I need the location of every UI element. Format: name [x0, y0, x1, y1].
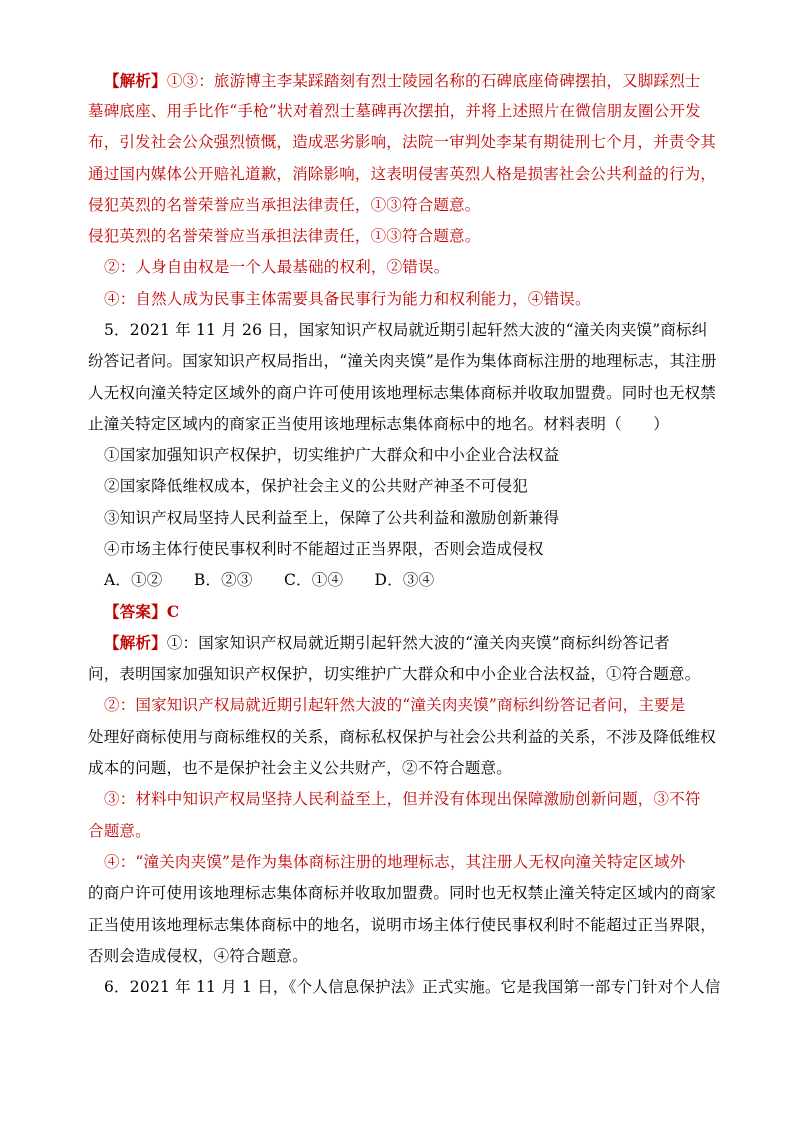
question-5-statement-1: ①国家加强知识产权保护，切实维护广大群众和中小企业合法权益	[104, 446, 560, 464]
analysis-tag: 【解析】	[104, 633, 167, 652]
question-5-stem: 纷答记者问。国家知识产权局指出，“潼关肉夹馍”是作为集体商标注册的地理标志，其注册	[88, 352, 717, 370]
analysis-text: ①③：旅游博主李某踩踏刻有烈士陵园名称的石碑底座倚碑摆拍，又脚踩烈士	[166, 72, 701, 90]
answer-value: C	[166, 602, 180, 621]
analysis-option-2: ②：国家知识产权局就近期引起轩然大波的“潼关肉夹馍”商标纠纷答记者问，主要是	[104, 696, 686, 714]
analysis-paragraph-line	[104, 66, 701, 96]
analysis-option-4: ④：“潼关肉夹馍”是作为集体商标注册的地理标志，其注册人无权向潼关特定区域外	[104, 853, 686, 871]
analysis-tag: 【解析】	[104, 71, 167, 90]
analysis-line: 合题意。	[88, 822, 151, 840]
analysis-option-2: ②：人身自由权是一个人最基础的权利，②错误。	[104, 258, 450, 276]
analysis-line: 问，表明国家加强知识产权保护，切实维护广大群众和中小企业合法权益，①符合题意。	[88, 665, 701, 683]
answer-tag: 【答案】	[104, 602, 167, 621]
question-5-statement-3: ③知识产权局坚持人民利益至上，保障了公共利益和激励创新兼得	[104, 509, 560, 527]
analysis-line	[104, 628, 670, 658]
analysis-line: 正当使用该地理标志集体商标中的地名，说明市场主体行使民事权利时不能超过正当界限，	[88, 916, 717, 934]
analysis-line: 的商户许可使用该地理标志集体商标并收取加盟费。同时也无权禁止潼关特定区域内的商家	[88, 884, 717, 902]
analysis-paragraph-line: 侵犯英烈的名誉荣誉应当承担法律责任，①③符合题意。	[88, 227, 481, 245]
analysis-option-4: ④：自然人成为民事主体需要具备民事行为能力和权利能力，④错误。	[104, 290, 591, 308]
analysis-paragraph-line: 布，引发社会公众强烈愤慨，造成恶劣影响，法院一审判处李某有期徒刑七个月，并责令其	[88, 133, 717, 151]
question-5-statement-2: ②国家降低维权成本，保护社会主义的公共财产神圣不可侵犯	[104, 477, 528, 495]
analysis-paragraph-line: 墓碑底座、用手比作“手枪”状对着烈士墓碑再次摆拍，并将上述照片在微信朋友圈公开发	[88, 102, 701, 120]
question-5-choices: A．①② B．②③ C．①④ D．③④	[104, 571, 435, 589]
analysis-line: 成本的问题，也不是保护社会主义公共财产，②不符合题意。	[88, 759, 512, 777]
question-5-stem: 5．2021 年 11 月 26 日，国家知识产权局就近期引起轩然大波的“潼关肉夹馍”商标纠	[104, 321, 708, 339]
analysis-paragraph-line: 通过国内媒体公开赔礼道歉，消除影响，这表明侵害英烈人格是损害社会公共利益的行为，	[88, 165, 717, 183]
analysis-option-3: ③：材料中知识产权局坚持人民利益至上，但并没有体现出保障激励创新问题，③不符	[104, 790, 701, 808]
question-6-stem: 6．2021 年 11 月 1 日，《个人信息保护法》正式实施。它是我国第一部专门针对个人信	[104, 978, 721, 996]
analysis-line: 否则会造成侵权，④符合题意。	[88, 947, 308, 965]
analysis-paragraph-line: 侵犯英烈的名誉荣誉应当承担法律责任，①③符合题意。	[88, 196, 481, 214]
question-5-statement-4: ④市场主体行使民事权利时不能超过正当界限，否则会造成侵权	[104, 540, 544, 558]
question-5-stem: 止潼关特定区域内的商家正当使用该地理标志集体商标中的地名。材料表明（ ）	[88, 415, 669, 433]
analysis-line: 处理好商标使用与商标维权的关系，商标私权保护与社会公共利益的关系，不涉及降低维权	[88, 728, 717, 746]
answer-line	[104, 597, 179, 627]
analysis-text: ①：国家知识产权局就近期引起轩然大波的“潼关肉夹馍”商标纠纷答记者	[166, 634, 670, 652]
question-5-stem: 人无权向潼关特定区域外的商户许可使用该地理标志集体商标并收取加盟费。同时也无权禁	[88, 384, 717, 402]
